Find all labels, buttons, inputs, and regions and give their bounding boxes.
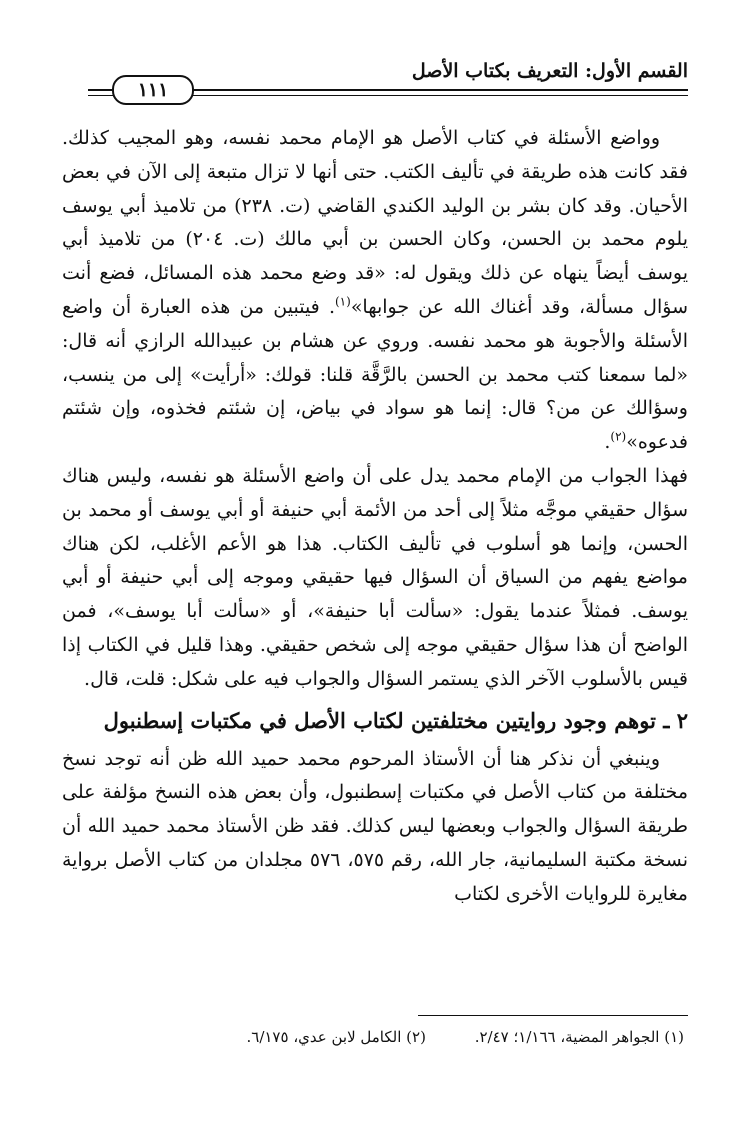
paragraph-3: وينبغي أن نذكر هنا أن الأستاذ المرحوم محمد حميد الله ظن أنه توجد نسخ مختلفة من كتاب الأصل في مكتبات إسطنبول، وأن بعض هذه النسخ مؤلفة على طريقة السؤال والجواب وبعضها ليس كذلك. فقد ظن الأستاذ محمد حميد الله أن نسخة مكتبة السليمانية، جار الله، رقم ٥٧٥، ٥٧٦ مجلدان من كتاب الأصل برواية مغايرة للروايات الأخرى لكتاب (62, 747, 688, 905)
paragraph-1 (62, 122, 688, 460)
footnote-rule (418, 1015, 688, 1016)
paragraph-1-text-b: . فيتبين من هذه العبارة أن واضع الأسئلة والأجوبة هو محمد نفسه. وروي عن هشام بن عبيدالله الرازي أنه قال: «لما سمعنا كتب محمد بن الحسن بالرَّقَّة قلنا: قولك: «أرأيت» إلى من ينسب، وسؤالك عن من؟ قال: إنما هو سواد في بياض، إن شئتم فخذوه، وإن شئتم فدعوه» (62, 295, 688, 454)
page-number: ١١١ (112, 75, 194, 105)
footnote-mark-2: (٢) (610, 429, 627, 444)
section-heading: ٢ ـ توهم وجود روايتين مختلفتين لكتاب الأصل في مكتبات إسطنبول (103, 707, 688, 733)
footnote-mark-1: (١) (334, 294, 351, 309)
paragraph-2: فهذا الجواب من الإمام محمد يدل على أن واضع الأسئلة هو نفسه، وليس هناك سؤال حقيقي موجَّه مثلاً إلى أحد من الأئمة أبي حنيفة أو أبي يوسف أو محمد بن الحسن، وإنما هو أسلوب في تأليف الكتاب. هذا هو الأعم الأغلب، لكن هناك مواضع يفهم من السياق أن السؤال فيها حقيقي وموجه إلى أبي حنيفة أو أبي يوسف. فمثلاً عندما يقول: «سألت أبا حنيفة»، أو «سألت أبا يوسف»، فمن الواضح أن هذا سؤال حقيقي موجه إلى شخص حقيقي. وهذا قليل في الكتاب إذا قيس بالأسلوب الآخر الذي يستمر السؤال والجواب فيه على شكل: قلت، قال. (62, 464, 688, 690)
paragraph-1-text-a: وواضع الأسئلة في كتاب الأصل هو الإمام محمد نفسه، وهو المجيب كذلك. فقد كانت هذه طريقة في تأليف الكتب. حتى أنها لا تزال متبعة إلى الآن في بعض الأحيان. وقد كان بشر بن الوليد الكندي القاضي (ت. ٢٣٨) من تلاميذ أبي يوسف يلوم محمد بن الحسن، وكان الحسن بن أبي مالك (ت. ٢٠٤) من تلاميذ أبي يوسف أيضاً ينهاه عن ذلك ويقول له: «قد وضع محمد هذه المسائل، فضع أنت سؤال مسألة، وقد أغناك الله عن جوابها» (62, 127, 688, 318)
running-title: القسم الأول: التعريف بكتاب الأصل (411, 60, 688, 82)
main-text (62, 122, 688, 912)
paragraph-1-text-c: . (604, 431, 611, 454)
footnote-2: (٢) الكامل لابن عدي، ٦/١٧٥. (246, 1028, 426, 1046)
footnote-1: (١) الجواهر المضية، ١/١٦٦؛ ٢/٤٧. (474, 1028, 684, 1046)
footnotes (246, 1028, 684, 1046)
